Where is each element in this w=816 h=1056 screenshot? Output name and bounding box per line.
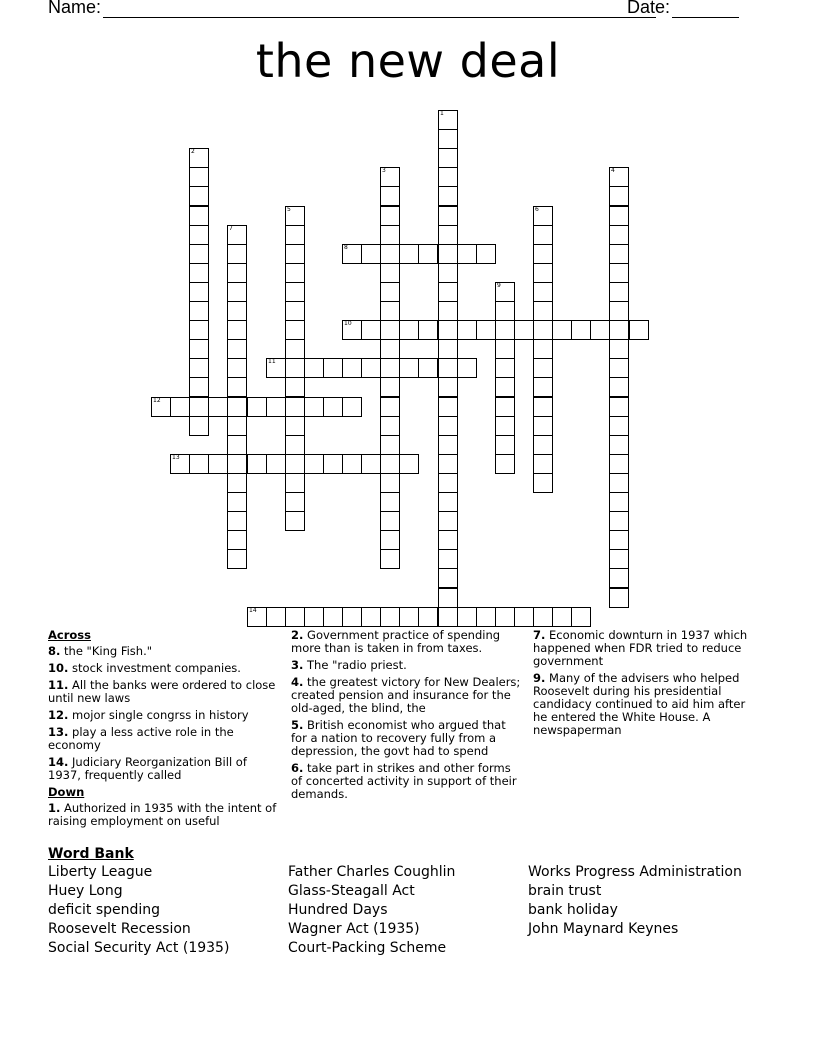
word-bank-item: Works Progress Administration xyxy=(528,864,742,880)
grid-cell[interactable] xyxy=(495,397,515,417)
grid-cell[interactable] xyxy=(342,397,362,417)
grid-cell[interactable] xyxy=(285,473,305,493)
grid-cell[interactable] xyxy=(438,607,458,627)
grid-cell[interactable] xyxy=(438,473,458,493)
word-bank-item: Liberty League xyxy=(48,864,153,880)
clue-text: British economist who argued that for a nation to recovery fully from a depression, the govt had to spend xyxy=(291,718,506,758)
grid-cell[interactable] xyxy=(266,397,286,417)
cell-number: 1 xyxy=(440,110,444,117)
grid-cell[interactable] xyxy=(189,167,209,187)
grid-cell[interactable] xyxy=(380,473,400,493)
grid-cell[interactable] xyxy=(285,301,305,321)
grid-cell[interactable] xyxy=(323,358,343,378)
grid-cell[interactable] xyxy=(533,339,553,359)
grid-cell[interactable] xyxy=(438,358,458,378)
grid-cell[interactable] xyxy=(285,397,305,417)
grid-cell[interactable] xyxy=(323,397,343,417)
grid-cell[interactable] xyxy=(189,301,209,321)
cell-number: 6 xyxy=(535,206,539,213)
clue-text: Government practice of spending more than is taken in from taxes. xyxy=(291,628,501,655)
grid-cell[interactable] xyxy=(438,511,458,531)
clue xyxy=(48,709,278,722)
word-bank-item: deficit spending xyxy=(48,902,161,918)
grid-cell[interactable] xyxy=(476,244,496,264)
grid-cell[interactable] xyxy=(399,358,419,378)
clue xyxy=(48,679,278,705)
clue-number: 13. xyxy=(48,725,69,739)
page-title: the new deal xyxy=(255,34,561,88)
grid-cell[interactable] xyxy=(438,530,458,550)
grid-cell[interactable] xyxy=(399,454,419,474)
grid-cell[interactable] xyxy=(533,454,553,474)
grid-cell[interactable] xyxy=(438,282,458,302)
clue-number: 3. xyxy=(291,658,304,672)
grid-cell[interactable] xyxy=(227,416,247,436)
word-bank-item: bank holiday xyxy=(528,902,618,918)
word-bank-column-3 xyxy=(528,863,742,939)
grid-cell[interactable] xyxy=(533,416,553,436)
grid-cell[interactable] xyxy=(438,129,458,149)
grid-cell[interactable] xyxy=(380,167,400,187)
grid-cell[interactable] xyxy=(342,607,362,627)
grid-cell[interactable] xyxy=(227,244,247,264)
clue-number: 4. xyxy=(291,675,304,689)
name-label: Name: xyxy=(48,0,102,17)
clue xyxy=(291,719,523,758)
grid-cell[interactable] xyxy=(361,358,381,378)
grid-cell[interactable] xyxy=(151,397,171,417)
across-clue-list xyxy=(48,645,278,782)
grid-cell[interactable] xyxy=(438,454,458,474)
grid-cell[interactable] xyxy=(227,225,247,245)
grid-cell[interactable] xyxy=(609,492,629,512)
grid-cell[interactable] xyxy=(609,511,629,531)
grid-cell[interactable] xyxy=(227,530,247,550)
grid-cell[interactable] xyxy=(590,320,610,340)
word-bank-item: Court-Packing Scheme xyxy=(288,940,447,956)
grid-cell[interactable] xyxy=(457,607,477,627)
grid-cell[interactable] xyxy=(609,530,629,550)
grid-cell[interactable] xyxy=(438,588,458,608)
grid-cell[interactable] xyxy=(438,225,458,245)
clue-text: the "King Fish." xyxy=(60,644,153,658)
word-bank xyxy=(48,846,768,956)
grid-cell[interactable] xyxy=(609,301,629,321)
clue-number: 5. xyxy=(291,718,304,732)
grid-cell[interactable] xyxy=(227,435,247,455)
clue-column-1 xyxy=(48,629,278,832)
grid-cell[interactable] xyxy=(438,549,458,569)
grid-cell[interactable] xyxy=(189,397,209,417)
grid-cell[interactable] xyxy=(380,397,400,417)
grid-cell[interactable] xyxy=(189,244,209,264)
grid-cell[interactable] xyxy=(266,358,286,378)
grid-cell[interactable] xyxy=(476,320,496,340)
clue-number: 1. xyxy=(48,801,61,815)
grid-cell[interactable] xyxy=(609,282,629,302)
grid-cell[interactable] xyxy=(399,607,419,627)
grid-cell[interactable] xyxy=(418,607,438,627)
cell-number: 9 xyxy=(497,282,501,289)
grid-cell[interactable] xyxy=(609,225,629,245)
grid-cell[interactable] xyxy=(380,549,400,569)
grid-cell[interactable] xyxy=(609,339,629,359)
cell-number: 14 xyxy=(249,607,257,614)
grid-cell[interactable] xyxy=(438,435,458,455)
grid-cell[interactable] xyxy=(285,320,305,340)
grid-cell[interactable] xyxy=(380,263,400,283)
grid-cell[interactable] xyxy=(285,435,305,455)
clue-column-2 xyxy=(291,629,523,805)
grid-cell[interactable] xyxy=(609,454,629,474)
grid-cell[interactable] xyxy=(189,282,209,302)
grid-cell[interactable] xyxy=(208,397,228,417)
grid-cell[interactable] xyxy=(609,435,629,455)
grid-cell[interactable] xyxy=(380,377,400,397)
grid-cell[interactable] xyxy=(323,454,343,474)
grid-cell[interactable] xyxy=(380,244,400,264)
grid-cell[interactable] xyxy=(533,206,553,226)
grid-cell[interactable] xyxy=(380,339,400,359)
word-bank-column-1 xyxy=(48,863,229,958)
grid-cell[interactable] xyxy=(285,225,305,245)
grid-cell[interactable] xyxy=(227,282,247,302)
grid-cell[interactable] xyxy=(476,607,496,627)
clue-text: mojor single congrss in history xyxy=(68,708,249,722)
grid-cell[interactable] xyxy=(189,320,209,340)
clue-column-3 xyxy=(533,629,763,741)
grid-cell[interactable] xyxy=(609,186,629,206)
grid-cell[interactable] xyxy=(189,206,209,226)
grid-cell[interactable] xyxy=(495,435,515,455)
grid-cell[interactable] xyxy=(227,263,247,283)
grid-cell[interactable] xyxy=(304,358,324,378)
clue-number: 2. xyxy=(291,628,304,642)
grid-cell[interactable] xyxy=(189,454,209,474)
grid-cell[interactable] xyxy=(457,244,477,264)
grid-cell[interactable] xyxy=(609,416,629,436)
cell-number: 5 xyxy=(287,206,291,213)
word-bank-item: Wagner Act (1935) xyxy=(288,921,420,937)
grid-cell[interactable] xyxy=(361,454,381,474)
grid-cell[interactable] xyxy=(189,148,209,168)
grid-cell[interactable] xyxy=(380,358,400,378)
clue-number: 12. xyxy=(48,708,69,722)
grid-cell[interactable] xyxy=(495,301,515,321)
grid-cell[interactable] xyxy=(533,397,553,417)
grid-cell[interactable] xyxy=(170,397,190,417)
clue-text: Judiciary Reorganization Bill of 1937, frequently called xyxy=(48,755,247,782)
grid-cell[interactable] xyxy=(609,473,629,493)
grid-cell[interactable] xyxy=(380,282,400,302)
grid-cell[interactable] xyxy=(285,416,305,436)
grid-cell[interactable] xyxy=(609,320,629,340)
grid-cell[interactable] xyxy=(189,339,209,359)
grid-cell[interactable] xyxy=(438,320,458,340)
grid-cell[interactable] xyxy=(495,320,515,340)
grid-cell[interactable] xyxy=(285,607,305,627)
clue xyxy=(291,659,523,672)
grid-cell[interactable] xyxy=(533,358,553,378)
grid-cell[interactable] xyxy=(342,454,362,474)
grid-cell[interactable] xyxy=(380,607,400,627)
across-heading: Across xyxy=(48,628,91,642)
word-bank-item: Huey Long xyxy=(48,883,123,899)
grid-cell[interactable] xyxy=(227,511,247,531)
grid-cell[interactable] xyxy=(170,454,190,474)
grid-cell[interactable] xyxy=(380,320,400,340)
grid-cell[interactable] xyxy=(380,206,400,226)
clue-number: 11. xyxy=(48,678,69,692)
grid-cell[interactable] xyxy=(418,358,438,378)
word-bank-item: Glass-Steagall Act xyxy=(288,883,415,899)
grid-cell[interactable] xyxy=(380,301,400,321)
grid-cell[interactable] xyxy=(380,492,400,512)
cell-number: 2 xyxy=(191,148,195,155)
grid-cell[interactable] xyxy=(457,320,477,340)
grid-cell[interactable] xyxy=(514,320,534,340)
clue xyxy=(291,762,523,801)
grid-cell[interactable] xyxy=(609,358,629,378)
grid-cell[interactable] xyxy=(438,110,458,130)
grid-cell[interactable] xyxy=(342,244,362,264)
clue xyxy=(533,672,763,737)
grid-cell[interactable] xyxy=(285,454,305,474)
grid-cell[interactable] xyxy=(380,530,400,550)
clue xyxy=(48,756,278,782)
grid-cell[interactable] xyxy=(285,244,305,264)
cell-number: 10 xyxy=(344,320,352,327)
grid-cell[interactable] xyxy=(533,225,553,245)
clue xyxy=(533,629,763,668)
cell-number: 12 xyxy=(153,397,161,404)
grid-cell[interactable] xyxy=(533,435,553,455)
grid-cell[interactable] xyxy=(247,397,267,417)
clue-number: 7. xyxy=(533,628,546,642)
grid-cell[interactable] xyxy=(514,607,534,627)
grid-cell[interactable] xyxy=(438,492,458,512)
word-bank-title: Word Bank xyxy=(48,846,134,862)
grid-cell[interactable] xyxy=(189,377,209,397)
grid-cell[interactable] xyxy=(438,416,458,436)
clue-number: 8. xyxy=(48,644,61,658)
grid-cell[interactable] xyxy=(361,607,381,627)
grid-cell[interactable] xyxy=(533,377,553,397)
cell-number: 7 xyxy=(229,225,233,232)
word-bank-item: Roosevelt Recession xyxy=(48,921,191,937)
grid-cell[interactable] xyxy=(438,339,458,359)
grid-cell[interactable] xyxy=(533,282,553,302)
clue-text: play a less active role in the economy xyxy=(48,725,234,752)
grid-cell[interactable] xyxy=(189,416,209,436)
grid-cell[interactable] xyxy=(495,454,515,474)
grid-cell[interactable] xyxy=(438,397,458,417)
grid-cell[interactable] xyxy=(361,320,381,340)
grid-cell[interactable] xyxy=(227,473,247,493)
grid-cell[interactable] xyxy=(380,416,400,436)
grid-cell[interactable] xyxy=(438,167,458,187)
grid-cell[interactable] xyxy=(438,186,458,206)
grid-cell[interactable] xyxy=(227,397,247,417)
grid-cell[interactable] xyxy=(438,206,458,226)
grid-cell[interactable] xyxy=(399,320,419,340)
grid-cell[interactable] xyxy=(304,454,324,474)
down-clue-list xyxy=(48,802,278,828)
grid-cell[interactable] xyxy=(609,263,629,283)
clue-number: 9. xyxy=(533,671,546,685)
grid-cell[interactable] xyxy=(609,167,629,187)
grid-cell[interactable] xyxy=(266,607,286,627)
grid-cell[interactable] xyxy=(227,492,247,512)
grid-cell[interactable] xyxy=(609,397,629,417)
grid-cell[interactable] xyxy=(609,588,629,608)
grid-cell[interactable] xyxy=(227,377,247,397)
grid-cell[interactable] xyxy=(438,263,458,283)
grid-cell[interactable] xyxy=(227,454,247,474)
grid-cell[interactable] xyxy=(304,607,324,627)
grid-cell[interactable] xyxy=(247,607,267,627)
grid-cell[interactable] xyxy=(227,301,247,321)
clue-text: Economic downturn in 1937 which happened when FDR tried to reduce government xyxy=(533,628,748,668)
grid-cell[interactable] xyxy=(285,377,305,397)
grid-cell[interactable] xyxy=(247,454,267,474)
grid-cell[interactable] xyxy=(285,263,305,283)
grid-cell[interactable] xyxy=(189,186,209,206)
cell-number: 3 xyxy=(382,167,386,174)
grid-cell[interactable] xyxy=(495,416,515,436)
grid-cell[interactable] xyxy=(361,244,381,264)
grid-cell[interactable] xyxy=(285,282,305,302)
grid-cell[interactable] xyxy=(323,607,343,627)
word-bank-item: Hundred Days xyxy=(288,902,388,918)
clue-number: 6. xyxy=(291,761,304,775)
grid-cell[interactable] xyxy=(533,607,553,627)
word-bank-item: John Maynard Keynes xyxy=(528,921,679,937)
grid-cell[interactable] xyxy=(418,244,438,264)
worksheet-header xyxy=(48,0,748,21)
name-line[interactable] xyxy=(103,17,656,18)
grid-cell[interactable] xyxy=(609,549,629,569)
word-bank-item: Father Charles Coughlin xyxy=(288,864,456,880)
grid-cell[interactable] xyxy=(189,358,209,378)
clue-number: 14. xyxy=(48,755,69,769)
grid-cell[interactable] xyxy=(285,492,305,512)
grid-cell[interactable] xyxy=(285,339,305,359)
grid-cell[interactable] xyxy=(227,320,247,340)
grid-cell[interactable] xyxy=(609,377,629,397)
word-bank-column-2 xyxy=(288,863,455,958)
grid-cell[interactable] xyxy=(285,206,305,226)
cell-number: 4 xyxy=(611,167,615,174)
grid-cell[interactable] xyxy=(380,511,400,531)
grid-cell[interactable] xyxy=(533,320,553,340)
grid-cell[interactable] xyxy=(380,454,400,474)
down-heading: Down xyxy=(48,785,85,799)
grid-cell[interactable] xyxy=(227,549,247,569)
grid-cell[interactable] xyxy=(438,568,458,588)
clue xyxy=(291,629,523,655)
grid-cell[interactable] xyxy=(438,148,458,168)
grid-cell[interactable] xyxy=(495,377,515,397)
word-bank-item: brain trust xyxy=(528,883,602,899)
clue xyxy=(48,645,278,658)
grid-cell[interactable] xyxy=(552,320,572,340)
clue-text: Many of the advisers who helped Roosevelt during his presidential candidacy continued to aid him after he entered the White House. A newspaperman xyxy=(533,671,746,737)
grid-cell[interactable] xyxy=(533,244,553,264)
clue-text: All the banks were ordered to close until new laws xyxy=(48,678,276,705)
grid-cell[interactable] xyxy=(495,607,515,627)
clue-number: 10. xyxy=(48,661,69,675)
clue-text: Authorized in 1935 with the intent of raising employment on useful xyxy=(48,801,277,828)
clue-text: The "radio priest. xyxy=(303,658,407,672)
clue-text: take part in strikes and other forms of concerted activity in support of their demands. xyxy=(291,761,517,801)
grid-cell[interactable] xyxy=(380,186,400,206)
grid-cell[interactable] xyxy=(399,244,419,264)
grid-cell[interactable] xyxy=(533,473,553,493)
grid-cell[interactable] xyxy=(609,244,629,264)
grid-cell[interactable] xyxy=(380,225,400,245)
grid-cell[interactable] xyxy=(571,607,591,627)
grid-cell[interactable] xyxy=(552,607,572,627)
grid-cell[interactable] xyxy=(189,225,209,245)
cell-number: 13 xyxy=(172,454,180,461)
grid-cell[interactable] xyxy=(227,339,247,359)
word-bank-item: Social Security Act (1935) xyxy=(48,940,230,956)
grid-cell[interactable] xyxy=(438,244,458,264)
grid-cell[interactable] xyxy=(495,358,515,378)
grid-cell[interactable] xyxy=(609,568,629,588)
grid-cell[interactable] xyxy=(285,511,305,531)
grid-cell[interactable] xyxy=(438,301,458,321)
grid-cell[interactable] xyxy=(266,454,286,474)
clue-text: stock investment companies. xyxy=(68,661,241,675)
grid-cell[interactable] xyxy=(208,454,228,474)
grid-cell[interactable] xyxy=(533,263,553,283)
grid-cell[interactable] xyxy=(457,358,477,378)
clue xyxy=(48,726,278,752)
date-line[interactable] xyxy=(672,17,739,18)
grid-cell[interactable] xyxy=(342,320,362,340)
grid-cell[interactable] xyxy=(285,358,305,378)
grid-cell[interactable] xyxy=(227,358,247,378)
grid-cell[interactable] xyxy=(571,320,591,340)
grid-cell[interactable] xyxy=(629,320,649,340)
grid-cell[interactable] xyxy=(380,435,400,455)
grid-cell[interactable] xyxy=(304,397,324,417)
clue xyxy=(291,676,523,715)
grid-cell[interactable] xyxy=(342,358,362,378)
grid-cell[interactable] xyxy=(495,282,515,302)
clue xyxy=(48,802,278,828)
cell-number: 11 xyxy=(268,358,276,365)
grid-cell[interactable] xyxy=(533,301,553,321)
clue xyxy=(48,662,278,675)
grid-cell[interactable] xyxy=(438,377,458,397)
date-label: Date: xyxy=(627,0,671,17)
clue-text: the greatest victory for New Dealers; created pension and insurance for the old-aged, the blind, the xyxy=(291,675,521,715)
grid-cell[interactable] xyxy=(609,206,629,226)
grid-cell[interactable] xyxy=(189,263,209,283)
cell-number: 8 xyxy=(344,244,348,251)
grid-cell[interactable] xyxy=(495,339,515,359)
grid-cell[interactable] xyxy=(418,320,438,340)
